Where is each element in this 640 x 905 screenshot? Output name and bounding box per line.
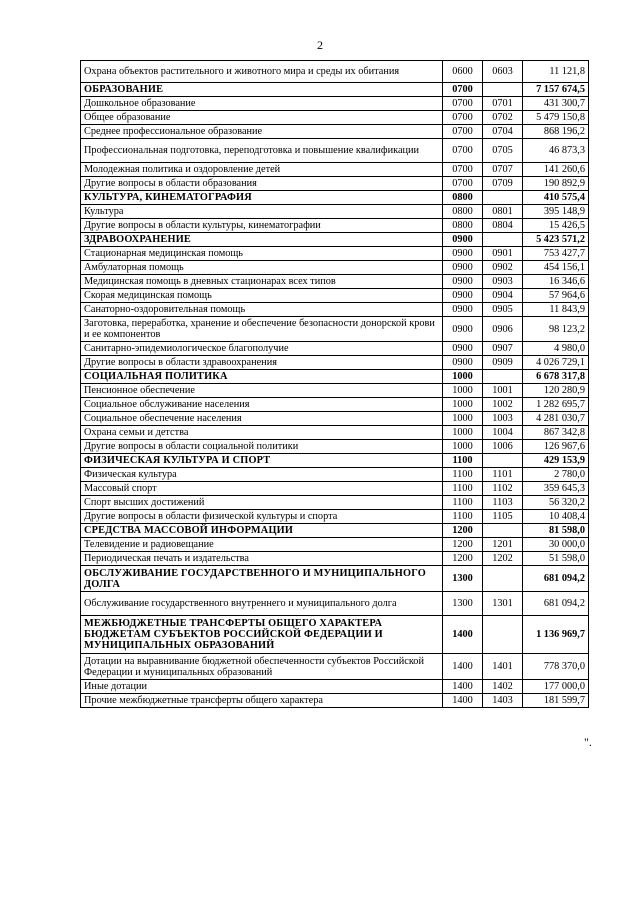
table-row	[81, 261, 589, 275]
row-name-cell: Профессиональная подготовка, переподготовка и повышение квалификации	[81, 139, 443, 163]
page-number: 2	[317, 38, 323, 52]
section-code-cell: 1000	[443, 384, 483, 398]
subsection-code-cell	[483, 524, 523, 538]
amount-cell: 1 282 695,7	[523, 398, 589, 412]
section-code-cell: 1200	[443, 538, 483, 552]
table-row	[81, 342, 589, 356]
section-code-cell: 1100	[443, 482, 483, 496]
section-code-cell: 1400	[443, 616, 483, 654]
section-code-cell: 0700	[443, 125, 483, 139]
row-name-cell: КУЛЬТУРА, КИНЕМАТОГРАФИЯ	[81, 191, 443, 205]
section-code-cell: 0700	[443, 139, 483, 163]
amount-cell: 410 575,4	[523, 191, 589, 205]
subsection-code-cell: 0901	[483, 247, 523, 261]
row-name-cell: Другие вопросы в области социальной политики	[81, 440, 443, 454]
section-code-cell: 0900	[443, 317, 483, 342]
table-row	[81, 510, 589, 524]
section-code-cell: 0700	[443, 111, 483, 125]
subsection-code-cell	[483, 83, 523, 97]
row-name-cell: СОЦИАЛЬНАЯ ПОЛИТИКА	[81, 370, 443, 384]
section-code-cell: 0900	[443, 303, 483, 317]
row-name-cell: Заготовка, переработка, хранение и обеспечение безопасности донорской крови и ее компонентов	[81, 317, 443, 342]
amount-cell: 11 121,8	[523, 61, 589, 83]
row-name-cell: Общее образование	[81, 111, 443, 125]
row-name-cell: ОБРАЗОВАНИЕ	[81, 83, 443, 97]
row-name-cell: Периодическая печать и издательства	[81, 552, 443, 566]
row-name-cell: Молодежная политика и оздоровление детей	[81, 163, 443, 177]
table-row	[81, 61, 589, 83]
amount-cell: 7 157 674,5	[523, 83, 589, 97]
section-row	[81, 616, 589, 654]
row-name-cell: Спорт высших достижений	[81, 496, 443, 510]
row-name-cell: Охрана семьи и детства	[81, 426, 443, 440]
section-code-cell: 0900	[443, 275, 483, 289]
table-row	[81, 680, 589, 694]
subsection-code-cell: 1004	[483, 426, 523, 440]
row-name-cell: Обслуживание государственного внутреннего и муниципального долга	[81, 592, 443, 616]
row-name-cell: Стационарная медицинская помощь	[81, 247, 443, 261]
row-name-cell: СРЕДСТВА МАССОВОЙ ИНФОРМАЦИИ	[81, 524, 443, 538]
row-name-cell: Другие вопросы в области физической культуры и спорта	[81, 510, 443, 524]
amount-cell: 681 094,2	[523, 592, 589, 616]
section-row	[81, 233, 589, 247]
amount-cell: 681 094,2	[523, 566, 589, 592]
subsection-code-cell: 0902	[483, 261, 523, 275]
table-row	[81, 496, 589, 510]
subsection-code-cell: 1202	[483, 552, 523, 566]
table-row	[81, 289, 589, 303]
amount-cell: 81 598,0	[523, 524, 589, 538]
section-code-cell: 1100	[443, 510, 483, 524]
subsection-code-cell: 0701	[483, 97, 523, 111]
section-code-cell: 1200	[443, 524, 483, 538]
section-code-cell: 0900	[443, 233, 483, 247]
amount-cell: 177 000,0	[523, 680, 589, 694]
table-row	[81, 303, 589, 317]
table-row	[81, 177, 589, 191]
amount-cell: 867 342,8	[523, 426, 589, 440]
section-code-cell: 1000	[443, 398, 483, 412]
table-row	[81, 412, 589, 426]
row-name-cell: Среднее профессиональное образование	[81, 125, 443, 139]
subsection-code-cell: 1401	[483, 654, 523, 680]
row-name-cell: ОБСЛУЖИВАНИЕ ГОСУДАРСТВЕННОГО И МУНИЦИПАЛЬНОГО ДОЛГА	[81, 566, 443, 592]
amount-cell: 454 156,1	[523, 261, 589, 275]
section-code-cell: 0800	[443, 205, 483, 219]
amount-cell: 6 678 317,8	[523, 370, 589, 384]
table-row	[81, 163, 589, 177]
amount-cell: 120 280,9	[523, 384, 589, 398]
amount-cell: 11 843,9	[523, 303, 589, 317]
section-code-cell: 1100	[443, 496, 483, 510]
table-row	[81, 139, 589, 163]
subsection-code-cell: 1105	[483, 510, 523, 524]
section-code-cell: 1100	[443, 454, 483, 468]
table-row	[81, 111, 589, 125]
section-row	[81, 191, 589, 205]
row-name-cell: Иные дотации	[81, 680, 443, 694]
subsection-code-cell: 1006	[483, 440, 523, 454]
amount-cell: 16 346,6	[523, 275, 589, 289]
row-name-cell: Культура	[81, 205, 443, 219]
amount-cell: 778 370,0	[523, 654, 589, 680]
table-row	[81, 219, 589, 233]
amount-cell: 57 964,6	[523, 289, 589, 303]
table-row	[81, 538, 589, 552]
table-row	[81, 398, 589, 412]
section-code-cell: 1400	[443, 694, 483, 708]
amount-cell: 98 123,2	[523, 317, 589, 342]
row-name-cell: ФИЗИЧЕСКАЯ КУЛЬТУРА И СПОРТ	[81, 454, 443, 468]
section-row	[81, 83, 589, 97]
subsection-code-cell: 1001	[483, 384, 523, 398]
section-code-cell: 1000	[443, 370, 483, 384]
subsection-code-cell: 0707	[483, 163, 523, 177]
section-code-cell: 1100	[443, 468, 483, 482]
subsection-code-cell	[483, 616, 523, 654]
row-name-cell: Медицинская помощь в дневных стационарах всех типов	[81, 275, 443, 289]
amount-cell: 431 300,7	[523, 97, 589, 111]
subsection-code-cell: 0705	[483, 139, 523, 163]
subsection-code-cell: 0905	[483, 303, 523, 317]
amount-cell: 126 967,6	[523, 440, 589, 454]
section-code-cell: 1000	[443, 440, 483, 454]
table-row	[81, 468, 589, 482]
row-name-cell: Социальное обеспечение населения	[81, 412, 443, 426]
row-name-cell: Другие вопросы в области здравоохранения	[81, 356, 443, 370]
row-name-cell: Телевидение и радиовещание	[81, 538, 443, 552]
amount-cell: 190 892,9	[523, 177, 589, 191]
subsection-code-cell: 0709	[483, 177, 523, 191]
table-row	[81, 694, 589, 708]
section-code-cell: 0800	[443, 219, 483, 233]
subsection-code-cell	[483, 370, 523, 384]
table-row	[81, 440, 589, 454]
amount-cell: 141 260,6	[523, 163, 589, 177]
subsection-code-cell: 1103	[483, 496, 523, 510]
section-code-cell: 0700	[443, 163, 483, 177]
section-code-cell: 0900	[443, 289, 483, 303]
row-name-cell: Амбулаторная помощь	[81, 261, 443, 275]
subsection-code-cell	[483, 566, 523, 592]
amount-cell: 15 426,5	[523, 219, 589, 233]
table-row	[81, 592, 589, 616]
row-name-cell: Физическая культура	[81, 468, 443, 482]
section-row	[81, 370, 589, 384]
section-code-cell: 0800	[443, 191, 483, 205]
table-row	[81, 317, 589, 342]
amount-cell: 30 000,0	[523, 538, 589, 552]
amount-cell: 868 196,2	[523, 125, 589, 139]
subsection-code-cell: 0906	[483, 317, 523, 342]
amount-cell: 1 136 969,7	[523, 616, 589, 654]
row-name-cell: Дотации на выравнивание бюджетной обеспеченности субъектов Российской Федерации и муниципальных образований	[81, 654, 443, 680]
amount-cell: 56 320,2	[523, 496, 589, 510]
subsection-code-cell: 0704	[483, 125, 523, 139]
subsection-code-cell: 1003	[483, 412, 523, 426]
subsection-code-cell	[483, 233, 523, 247]
row-name-cell: Санаторно-оздоровительная помощь	[81, 303, 443, 317]
subsection-code-cell: 0603	[483, 61, 523, 83]
amount-cell: 2 780,0	[523, 468, 589, 482]
table-row	[81, 125, 589, 139]
section-code-cell: 1400	[443, 654, 483, 680]
subsection-code-cell: 0702	[483, 111, 523, 125]
table-row	[81, 356, 589, 370]
amount-cell: 5 423 571,2	[523, 233, 589, 247]
amount-cell: 10 408,4	[523, 510, 589, 524]
subsection-code-cell: 1201	[483, 538, 523, 552]
amount-cell: 5 479 150,8	[523, 111, 589, 125]
budget-table-body	[81, 61, 589, 708]
row-name-cell: Пенсионное обеспечение	[81, 384, 443, 398]
amount-cell: 4 026 729,1	[523, 356, 589, 370]
section-code-cell: 0600	[443, 61, 483, 83]
budget-table	[80, 60, 589, 708]
subsection-code-cell	[483, 191, 523, 205]
row-name-cell: Санитарно-эпидемиологическое благополучие	[81, 342, 443, 356]
section-code-cell: 1000	[443, 426, 483, 440]
section-code-cell: 1200	[443, 552, 483, 566]
subsection-code-cell: 0909	[483, 356, 523, 370]
amount-cell: 753 427,7	[523, 247, 589, 261]
table-row	[81, 426, 589, 440]
section-code-cell: 1300	[443, 566, 483, 592]
row-name-cell: ЗДРАВООХРАНЕНИЕ	[81, 233, 443, 247]
subsection-code-cell: 0907	[483, 342, 523, 356]
table-row	[81, 247, 589, 261]
table-row	[81, 384, 589, 398]
amount-cell: 46 873,3	[523, 139, 589, 163]
subsection-code-cell: 1301	[483, 592, 523, 616]
section-row	[81, 566, 589, 592]
row-name-cell: Охрана объектов растительного и животного мира и среды их обитания	[81, 61, 443, 83]
table-row	[81, 482, 589, 496]
row-name-cell: Другие вопросы в области культуры, кинематографии	[81, 219, 443, 233]
section-code-cell: 1400	[443, 680, 483, 694]
table-row	[81, 275, 589, 289]
amount-cell: 359 645,3	[523, 482, 589, 496]
row-name-cell: Дошкольное образование	[81, 97, 443, 111]
section-code-cell: 1000	[443, 412, 483, 426]
subsection-code-cell: 1101	[483, 468, 523, 482]
row-name-cell: Другие вопросы в области образования	[81, 177, 443, 191]
row-name-cell: МЕЖБЮДЖЕТНЫЕ ТРАНСФЕРТЫ ОБЩЕГО ХАРАКТЕРА БЮДЖЕТАМ СУБЪЕКТОВ РОССИЙСКОЙ ФЕДЕРАЦИИ И МУНИЦИПАЛЬНЫХ ОБРАЗОВАНИЙ	[81, 616, 443, 654]
subsection-code-cell	[483, 454, 523, 468]
closing-quote: ".	[584, 735, 592, 749]
subsection-code-cell: 0904	[483, 289, 523, 303]
row-name-cell: Социальное обслуживание населения	[81, 398, 443, 412]
section-row	[81, 524, 589, 538]
subsection-code-cell: 1002	[483, 398, 523, 412]
section-code-cell: 0700	[443, 177, 483, 191]
row-name-cell: Массовый спорт	[81, 482, 443, 496]
row-name-cell: Прочие межбюджетные трансферты общего характера	[81, 694, 443, 708]
section-code-cell: 0900	[443, 356, 483, 370]
subsection-code-cell: 1102	[483, 482, 523, 496]
amount-cell: 4 281 030,7	[523, 412, 589, 426]
amount-cell: 429 153,9	[523, 454, 589, 468]
section-code-cell: 0700	[443, 83, 483, 97]
subsection-code-cell: 1402	[483, 680, 523, 694]
amount-cell: 4 980,0	[523, 342, 589, 356]
amount-cell: 395 148,9	[523, 205, 589, 219]
subsection-code-cell: 0903	[483, 275, 523, 289]
subsection-code-cell: 0801	[483, 205, 523, 219]
section-row	[81, 454, 589, 468]
section-code-cell: 0900	[443, 261, 483, 275]
subsection-code-cell: 0804	[483, 219, 523, 233]
table-row	[81, 97, 589, 111]
section-code-cell: 0700	[443, 97, 483, 111]
subsection-code-cell: 1403	[483, 694, 523, 708]
section-code-cell: 1300	[443, 592, 483, 616]
table-row	[81, 205, 589, 219]
section-code-cell: 0900	[443, 342, 483, 356]
section-code-cell: 0900	[443, 247, 483, 261]
amount-cell: 181 599,7	[523, 694, 589, 708]
amount-cell: 51 598,0	[523, 552, 589, 566]
table-row	[81, 654, 589, 680]
table-row	[81, 552, 589, 566]
row-name-cell: Скорая медицинская помощь	[81, 289, 443, 303]
